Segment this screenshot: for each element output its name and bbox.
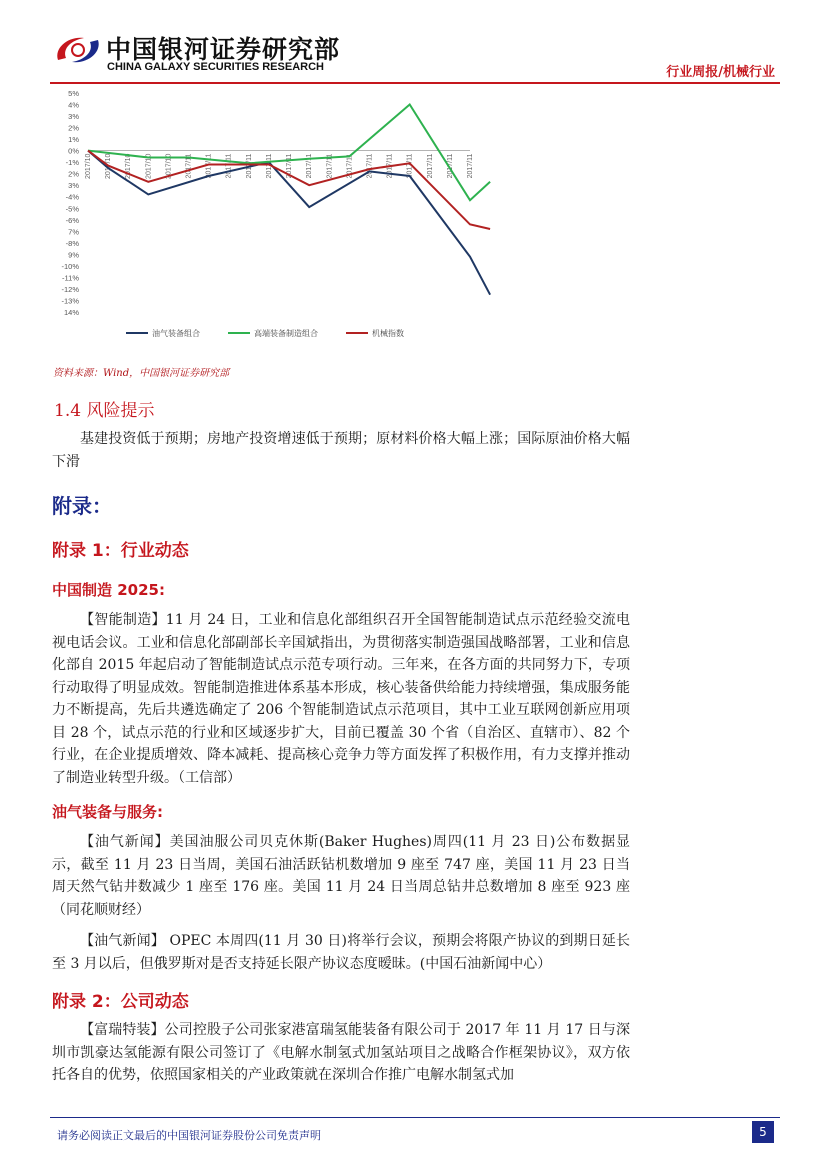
x-tick-label: 2017/11 <box>205 153 213 179</box>
y-tick-label: -13% <box>61 296 79 306</box>
x-tick-label: 2017/10 <box>145 153 153 179</box>
x-tick-label: 2017/11 <box>426 153 434 179</box>
y-tick-label: 0% <box>68 146 79 156</box>
legend-label: 机械指数 <box>372 329 404 338</box>
x-tick-label: 2017/11 <box>185 153 193 179</box>
x-tick-label: 2017/11 <box>467 153 474 179</box>
galaxy-logo-icon <box>50 30 106 70</box>
footer-divider <box>50 1117 780 1118</box>
x-tick-label: 2017/11 <box>346 153 354 179</box>
legend-label: 油气装备组合 <box>152 329 200 338</box>
y-tick-label: 9% <box>68 250 79 260</box>
appendix2-title: 附录 2：公司动态 <box>52 992 189 1012</box>
y-tick-label: -4% <box>65 192 79 202</box>
logo-english-name: CHINA GALAXY SECURITIES RESEARCH <box>107 61 324 73</box>
x-tick-label: 2017/10 <box>85 153 92 179</box>
appendix-title: 附录： <box>52 494 112 518</box>
y-tick-label: -10% <box>61 261 79 271</box>
page-number: 5 <box>752 1121 774 1143</box>
y-tick-label: 3% <box>68 112 79 122</box>
x-tick-label: 2017/10 <box>105 153 113 179</box>
report-type: 行业周报/机械行业 <box>666 65 775 80</box>
y-tick-label: -12% <box>61 284 79 294</box>
x-tick-label: 2017/11 <box>245 153 253 179</box>
x-tick-label: 2017/11 <box>366 153 374 179</box>
paragraph-company-news: 【富瑞特装】公司控股子公司张家港富瑞氢能装备有限公司于 2017 年 11 月 17 日与深圳市凯豪达氢能源有限公司签订了《电解水制氢式加氢站项目之战略合作框架协议》，双方依托各自的优势，依照国家相关的产业政策就在深圳合作推广电解水制氢式加 <box>52 1022 630 1083</box>
legend-label: 高端装备制造组合 <box>254 329 318 338</box>
y-tick-label: -8% <box>65 238 79 248</box>
x-tick-label: 2017/10 <box>165 153 173 179</box>
chart-source: 资料来源：Wind，中国银河证券研究部 <box>53 368 230 379</box>
y-tick-label: 4% <box>68 100 79 110</box>
y-tick-label: 3% <box>68 181 79 191</box>
y-tick-label: 2% <box>68 123 79 133</box>
x-tick-label: 2017/11 <box>286 153 294 179</box>
x-tick-label: 2017/11 <box>306 153 314 179</box>
paragraph-oil-news-2: 【油气新闻】 OPEC 本周四(11 月 30 日)将举行会议，预期会将限产协议的到期日延长至 3 月以后，但俄罗斯对是否支持延长限产协议态度暧昧。(中国石油新闻中心） <box>52 933 630 972</box>
x-tick-label: 2017/11 <box>326 153 334 179</box>
paragraph-oil-news-1: 【油气新闻】美国油服公司贝克休斯(Baker Hughes)周四(11 月 23 日)公布数据显示，截至 11 月 23 日当周，美国石油活跃钻机数增加 9 座至 747 座，美国 11 月 23 日当周天然气钻井数减少 1 座至 176 座。美国 11 月 24 日当周总钻井总数增加 8 座至 923 座（同花顺财经） <box>52 834 630 918</box>
appendix1-title: 附录 1：行业动态 <box>52 541 189 561</box>
y-tick-label: 14% <box>63 308 79 317</box>
x-tick-label: 2017/11 <box>386 153 394 179</box>
paragraph-smart-manufacturing: 【智能制造】11 月 24 日，工业和信息化部组织召开全国智能制造试点示范经验交流电视电话会议。工业和信息化部副部长辛国斌指出，为贯彻落实制造强国战略部署，工业和信息化部自 2015 年起启动了智能制造试点示范专项行动。三年来，在各方面的共同努力下，专项行动取得了明显成效。智能制造推进体系基本形成，核心装备供给能力持续增强，集成服务能力不断提高，先后共遴选确定了 206 个智能制造试点示范项目，其中工业互联网创新应用项目 28 个，试点示范的行业和区域逐步扩大，目前已覆盖 30 个省（自治区、直辖市）、82 个行业，在企业提质增效、降本减耗、提高核心竞争力等方面发挥了积极作用，有力支撑并推动了制造业转型升级。（工信部） <box>52 612 630 786</box>
x-tick-label: 2017/11 <box>225 153 233 179</box>
x-tick-label: 2017/11 <box>446 153 454 179</box>
y-tick-label: -1% <box>65 158 79 168</box>
subsection-oil-gas: 油气装备与服务: <box>52 803 163 821</box>
y-tick-label: -11% <box>62 273 79 283</box>
y-tick-label: -6% <box>65 215 79 225</box>
y-tick-label: 5% <box>68 89 79 98</box>
y-tick-label: 2% <box>68 169 79 179</box>
risk-text: 基建投资低于预期；房地产投资增速低于预期；原材料价格大幅上涨；国际原油价格大幅下滑 <box>52 431 630 470</box>
x-tick-label: 2017/10 <box>125 153 133 179</box>
x-tick-label: 2017/11 <box>265 153 273 179</box>
x-tick-label: 2017/11 <box>406 153 414 179</box>
y-tick-label: -5% <box>65 204 79 214</box>
performance-line-chart <box>50 86 500 348</box>
subsection-made-in-china: 中国制造 2025: <box>52 581 165 599</box>
y-tick-label: 7% <box>68 227 79 237</box>
footer-disclaimer: 请务必阅读正文最后的中国银河证券股份公司免责声明 <box>57 1129 321 1142</box>
logo-chinese-name: 中国银河证券研究部 <box>106 35 341 64</box>
y-tick-label: 1% <box>68 135 79 145</box>
risk-heading: 1.4 风险提示 <box>54 401 155 421</box>
header-divider <box>50 82 780 84</box>
